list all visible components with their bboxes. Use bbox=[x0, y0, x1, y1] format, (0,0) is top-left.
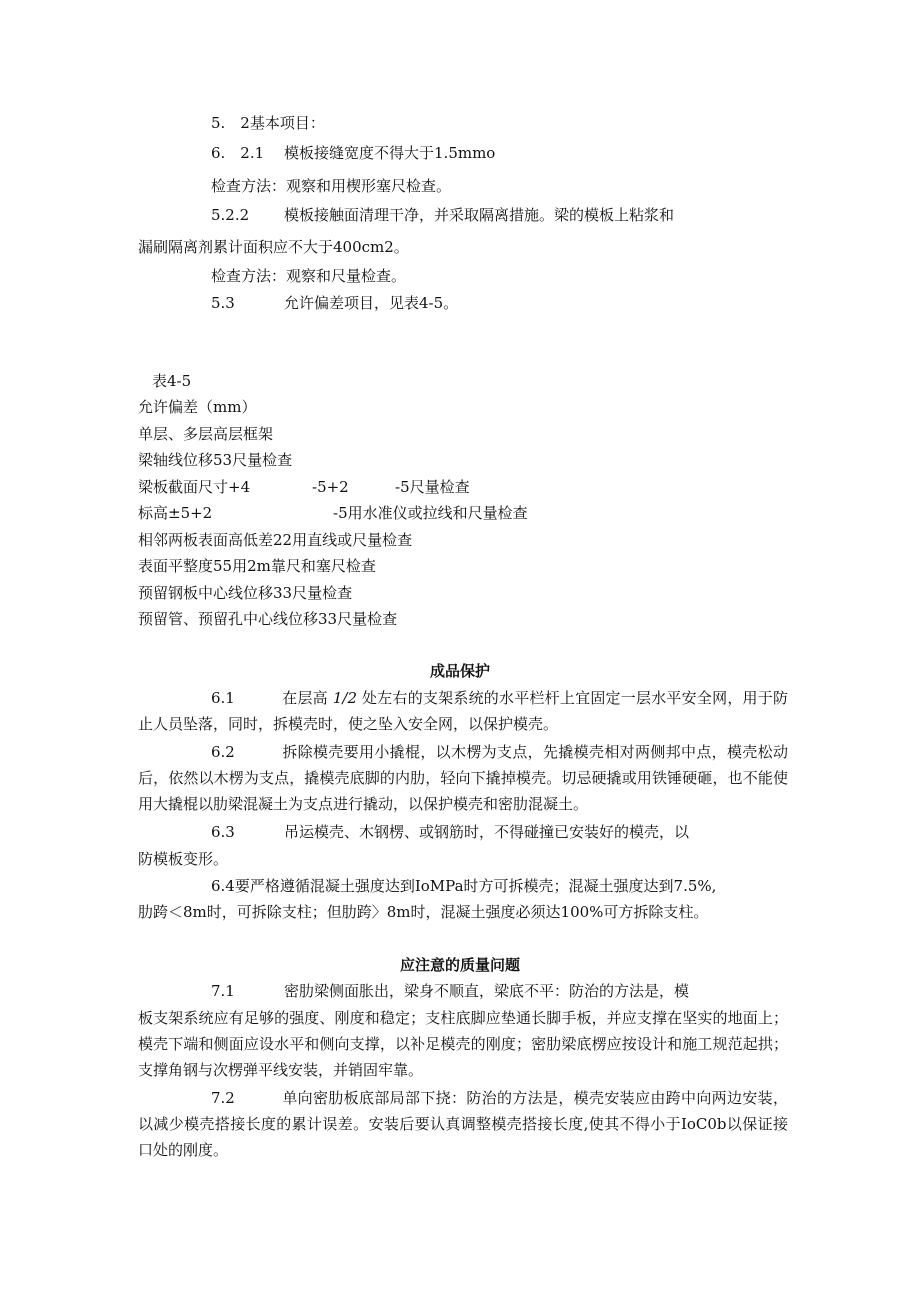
basic-items-heading: 5. 2基本项目： bbox=[211, 114, 325, 132]
table-cell: -5+2 bbox=[312, 478, 349, 496]
item-number: 6. 2.1 bbox=[211, 144, 265, 162]
paragraph-text: 密肋梁侧面胀出，梁身不顺直，梁底不平：防治的方法是，模 bbox=[284, 982, 690, 1000]
item-number: 7.1 bbox=[211, 982, 235, 1000]
paragraph-text: 吊运模壳、木钢楞、或钢筋时，不得碰撞已安装好的模壳，以 bbox=[284, 823, 690, 841]
paragraph-text: 拆除模壳要用小撬棍，以木楞为支点，先撬模壳相对两侧邦中点，模壳松动后，依然以木楞为支点，撬模壳底脚的内肋，轻向下撬掉模壳。切忌硬撬或用铁锤硬砸，也不能使用大撬棍以肋梁混凝土为支点进行撬动，以保护模壳和密肋混凝土。 bbox=[138, 743, 788, 813]
paragraph-6-4-line1: 6.4要严格遵循混凝土强度达到IoMPa时方可拆模壳；混凝土强度达到7.5%, bbox=[211, 877, 717, 895]
check-method-1: 检查方法：观察和用楔形塞尺检查。 bbox=[211, 177, 452, 195]
check-method-2: 检查方法：观察和尺量检查。 bbox=[211, 267, 407, 285]
paragraph-6-1 bbox=[138, 685, 788, 737]
table-row: 表面平整度55用2m靠尺和塞尺检查 bbox=[138, 557, 376, 575]
paragraph-6-3-continued: 防模板变形。 bbox=[138, 850, 229, 868]
table-row bbox=[138, 474, 250, 500]
item-number: 5.2.2 bbox=[211, 206, 250, 224]
paragraph-6-4-line2: 肋跨＜8m时，可拆除支柱；但肋跨〉8m时，混凝土强度必须达100%可方拆除支柱。 bbox=[138, 903, 709, 921]
section-title-quality: 应注意的质量问题 bbox=[399, 956, 520, 974]
table-subheading: 单层、多层高层框架 bbox=[138, 425, 274, 443]
table-row: 梁轴线位移53尺量检查 bbox=[138, 451, 293, 469]
item-number: 6.2 bbox=[211, 743, 235, 761]
ratio-text: 1/2 bbox=[332, 689, 358, 707]
item-text: 允许偏差项目，见表4-5。 bbox=[284, 294, 459, 312]
table-row: 预留管、预留孔中心线位移33尺量检查 bbox=[138, 610, 398, 628]
table-row: 相邻两板表面高低差22用直线或尺量检查 bbox=[138, 531, 413, 549]
section-title-protection: 成品保护 bbox=[429, 662, 490, 680]
table-caption: 表4-5 bbox=[152, 372, 192, 390]
item-number: 7.2 bbox=[211, 1089, 235, 1107]
paragraph-6-3 bbox=[211, 819, 689, 845]
item-6-2-1 bbox=[211, 140, 495, 166]
paragraph-7-1-rest: 板支架系统应有足够的强度、刚度和稳定；支柱底脚应垫通长脚手板，并应支撑在坚实的地面上；模壳下端和侧面应设水平和侧向支撑，以补足模壳的刚度；密肋梁底楞应按设计和施工规范起拱；支撑角钢与次楞弹平线安装，并销固牢靠。 bbox=[138, 1009, 788, 1079]
table-row: 预留钢板中心线位移33尺量检查 bbox=[138, 584, 353, 602]
paragraph-7-1-first bbox=[211, 978, 689, 1004]
item-text: 模板接触面清理干净，并采取隔离措施。梁的模板上粘浆和 bbox=[284, 206, 675, 224]
paragraph-text: 单向密肋板底部局部下挠：防治的方法是，模壳安装应由跨中向两边安装，以减少模壳搭接长度的累计误差。安装后要认真调整模壳搭接长度,使其不得小于IoC0b以保证接口处的刚度。 bbox=[138, 1089, 788, 1159]
item-number: 5.3 bbox=[211, 294, 235, 312]
item-5-2-2 bbox=[211, 202, 674, 228]
paragraph-7-2 bbox=[138, 1085, 788, 1163]
item-5-2-2-continued: 漏刷隔离剂累计面积应不大于400cm2。 bbox=[138, 238, 409, 256]
item-number: 6.3 bbox=[211, 823, 235, 841]
table-unit: 允许偏差（mm） bbox=[138, 398, 257, 416]
paragraph-text: 在层高 bbox=[282, 689, 328, 707]
paragraph-text: 处左右的支架系统的水平栏杆上宜固定一层水平安全网，用于防止人员坠落，同时，拆模壳时，使之坠入安全网，以保护模壳。 bbox=[138, 689, 788, 733]
table-cell: -5用水准仪或拉线和尺量检查 bbox=[333, 504, 528, 522]
table-cell: 梁板截面尺寸+4 bbox=[138, 478, 251, 496]
table-row: 标高±5+2 bbox=[138, 504, 213, 522]
paragraph-6-2 bbox=[138, 739, 788, 817]
table-cell: -5尺量检查 bbox=[395, 478, 470, 496]
item-5-3 bbox=[211, 290, 458, 316]
item-text: 模板接缝宽度不得大于1.5mmo bbox=[284, 144, 496, 162]
item-number: 6.1 bbox=[211, 689, 235, 707]
